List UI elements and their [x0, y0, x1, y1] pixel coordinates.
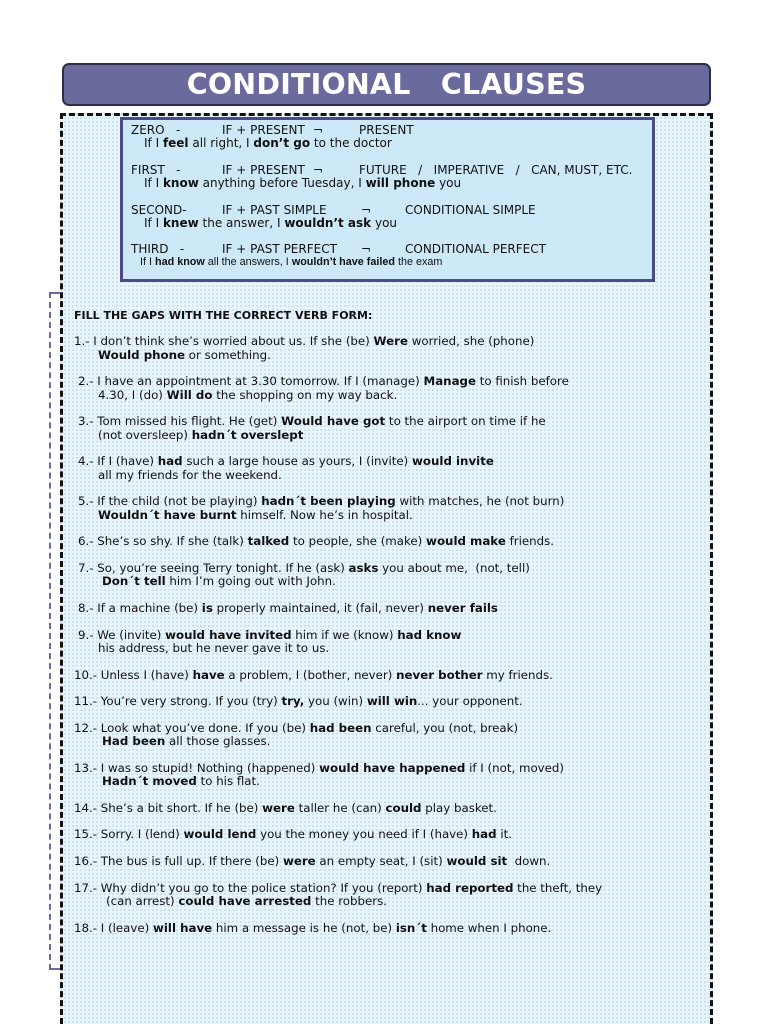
- sentence-text: the theft, they: [513, 880, 603, 895]
- sentence-text: play basket.: [421, 800, 497, 815]
- exercise-item: [0, 922, 602, 935]
- exercise-list: [0, 335, 602, 948]
- answer-text: never fails: [427, 600, 498, 615]
- sentence-text: friends.: [505, 534, 554, 549]
- exercise-continuation: [0, 349, 602, 362]
- sentence-text: if I (not, moved): [465, 760, 564, 775]
- example-verb: know: [162, 176, 199, 190]
- example-text: If I: [144, 216, 163, 230]
- sentence-text: all my friends for the weekend.: [98, 467, 282, 482]
- answer-text: talked: [247, 534, 290, 549]
- answer-text: would sit: [446, 854, 508, 869]
- exercise-sentence: [0, 335, 602, 348]
- answer-text: asks: [348, 560, 379, 575]
- exercise-sentence: [0, 882, 602, 895]
- example-verb: will phone: [365, 176, 436, 190]
- sentence-text: 9.- We (invite): [78, 627, 166, 642]
- sentence-text: him a message is he (not, be): [212, 920, 396, 935]
- answer-text: had been: [309, 720, 372, 735]
- sentence-text: 4.- If I (have): [78, 454, 158, 469]
- exercise-item: [0, 669, 602, 682]
- sentence-text: down.: [507, 854, 551, 869]
- answer-text: could: [385, 800, 422, 815]
- sentence-text: properly maintained, it (fail, never): [212, 600, 428, 615]
- sentence-text: 17.- Why didn’t you go to the police station? If you (report): [74, 880, 427, 895]
- exercise-sentence: [0, 722, 602, 735]
- exercise-continuation: [0, 775, 602, 788]
- example-text: anything before Tuesday, I: [198, 176, 366, 190]
- arrow-symbol: ¬: [313, 163, 324, 177]
- sentence-text: 14.- She’s a bit short. If he (be): [74, 800, 263, 815]
- exercise-sentence: [0, 802, 602, 815]
- exercise-sentence: [0, 629, 602, 642]
- example-text: the exam: [395, 256, 443, 268]
- exercise-heading: FILL THE GAPS WITH THE CORRECT VERB FORM:: [74, 309, 373, 322]
- answer-text: hadn´t been playing: [261, 494, 396, 509]
- title-banner: [62, 63, 711, 106]
- sentence-text: all those glasses.: [165, 734, 271, 749]
- exercise-continuation: [0, 735, 602, 748]
- exercise-item: [0, 562, 602, 589]
- exercise-continuation: [0, 895, 602, 908]
- exercise-sentence: [0, 602, 602, 615]
- answer-text: Hadn´t moved: [102, 774, 197, 789]
- sentence-text: 15.- Sorry. I (lend): [74, 827, 184, 842]
- answer-text: Manage: [423, 374, 476, 389]
- exercise-item: [0, 802, 602, 815]
- sentence-text: to finish before: [476, 374, 569, 389]
- sentence-text: to his flat.: [196, 774, 260, 789]
- answer-text: had reported: [426, 880, 514, 895]
- sentence-text: 13.- I was so stupid! Nothing (happened): [74, 760, 320, 775]
- answer-text: would lend: [183, 827, 257, 842]
- sentence-text: a problem, I (bother, never): [224, 667, 397, 682]
- sentence-text: the shopping on my way back.: [212, 387, 398, 402]
- conditional-type-label: THIRD -: [131, 242, 185, 256]
- exercise-item: [0, 602, 602, 615]
- example-text: all right, I: [188, 136, 254, 150]
- conditional-type-label: ZERO -: [131, 123, 181, 137]
- exercise-sentence: [0, 669, 602, 682]
- sentence-text: with matches, he (not burn): [395, 494, 565, 509]
- answer-text: Would phone: [98, 347, 186, 362]
- example-verb: feel: [162, 136, 189, 150]
- sentence-text: an empty seat, I (sit): [315, 854, 447, 869]
- exercise-sentence: [0, 828, 602, 841]
- answer-text: have: [192, 667, 225, 682]
- arrow-symbol: ¬: [361, 242, 372, 256]
- sentence-text: 3.- Tom missed his flight. He (get): [78, 414, 282, 429]
- answer-text: Wouldn´t have burnt: [98, 507, 237, 522]
- sentence-text: his address, but he never gave it to us.: [98, 640, 330, 655]
- exercise-item: [0, 762, 602, 789]
- exercise-sentence: [0, 495, 602, 508]
- exercise-sentence: [0, 415, 602, 428]
- sentence-text: 2.- I have an appointment at 3.30 tomorrow. If I (manage): [78, 374, 424, 389]
- example-verb: wouldn’t ask: [284, 216, 372, 230]
- example-sentence: [144, 216, 397, 230]
- example-text: you: [435, 176, 462, 190]
- answer-text: were: [262, 800, 295, 815]
- example-text: If I: [140, 256, 155, 268]
- example-text: the answer, I: [198, 216, 285, 230]
- conditional-row-second: [123, 203, 652, 231]
- example-text: to the doctor: [310, 136, 392, 150]
- exercise-item: [0, 535, 602, 548]
- example-verb: knew: [162, 216, 199, 230]
- sentence-text: you the money you need if I (have): [256, 827, 472, 842]
- example-verb: don’t go: [253, 136, 311, 150]
- answer-text: is: [201, 600, 213, 615]
- example-text: If I: [144, 176, 163, 190]
- exercise-item: [0, 335, 602, 362]
- answer-text: were: [282, 854, 316, 869]
- answer-text: isn´t: [395, 920, 427, 935]
- result-formula: FUTURE / IMPERATIVE / CAN, MUST, ETC.: [359, 163, 633, 177]
- conditional-type-label: SECOND-: [131, 203, 187, 217]
- exercise-continuation: [0, 389, 602, 402]
- sentence-text: my friends.: [482, 667, 553, 682]
- answer-text: try,: [281, 694, 305, 709]
- answer-text: would have invited: [165, 627, 292, 642]
- result-formula: CONDITIONAL PERFECT: [405, 242, 546, 256]
- example-verb: had know: [155, 256, 205, 268]
- sentence-text: you about me, (not, tell): [378, 560, 530, 575]
- sentence-text: 18.- I (leave): [74, 920, 153, 935]
- page-title: CONDITIONAL CLAUSES: [186, 67, 587, 101]
- exercise-sentence: [0, 375, 602, 388]
- answer-text: Were: [373, 334, 408, 349]
- exercise-sentence: [0, 922, 602, 935]
- sentence-text: it.: [496, 827, 512, 842]
- sentence-text: the robbers.: [311, 894, 387, 909]
- grammar-summary-box: [120, 117, 655, 282]
- answer-text: will win: [366, 694, 418, 709]
- conditional-row-third: [123, 242, 652, 270]
- sentence-text: 1.- I don’t think she’s worried about us. If she (be): [74, 334, 374, 349]
- sentence-text: careful, you (not, break): [371, 720, 519, 735]
- arrow-symbol: ¬: [313, 123, 324, 137]
- sentence-text: you (win): [304, 694, 367, 709]
- exercise-item: [0, 495, 602, 522]
- sentence-text: to the airport on time if he: [385, 414, 546, 429]
- sentence-text: 5.- If the child (not be playing): [78, 494, 262, 509]
- sentence-text: 16.- The bus is full up. If there (be): [74, 854, 283, 869]
- answer-text: hadn´t overslept: [191, 427, 304, 442]
- example-text: If I: [144, 136, 163, 150]
- result-formula: PRESENT: [359, 123, 414, 137]
- exercise-sentence: [0, 455, 602, 468]
- exercise-continuation: [0, 469, 602, 482]
- answer-text: had know: [397, 627, 462, 642]
- answer-text: Will do: [166, 387, 213, 402]
- exercise-item: [0, 629, 602, 656]
- sentence-text: 7.- So, you’re seeing Terry tonight. If he (ask): [78, 560, 349, 575]
- conditional-type-label: FIRST -: [131, 163, 181, 177]
- exercise-sentence: [0, 695, 602, 708]
- sentence-text: 10.- Unless I (have): [74, 667, 193, 682]
- answer-text: will have: [152, 920, 213, 935]
- exercise-item: [0, 855, 602, 868]
- exercise-item: [0, 415, 602, 442]
- condition-formula: IF + PAST PERFECT: [222, 242, 337, 256]
- sentence-text: 4.30, I (do): [98, 387, 167, 402]
- sentence-text: (can arrest): [106, 894, 179, 909]
- sentence-text: taller he (can): [294, 800, 386, 815]
- conditional-row-zero: [123, 123, 652, 151]
- answer-text: had: [471, 827, 497, 842]
- exercise-item: [0, 375, 602, 402]
- exercise-sentence: [0, 855, 602, 868]
- answer-text: would invite: [412, 454, 494, 469]
- condition-formula: IF + PAST SIMPLE: [222, 203, 327, 217]
- example-sentence: [140, 255, 442, 269]
- exercise-sentence: [0, 535, 602, 548]
- sentence-text: (not oversleep): [98, 427, 192, 442]
- condition-formula: IF + PRESENT: [222, 123, 305, 137]
- sentence-text: 11.- You’re very strong. If you (try): [74, 694, 282, 709]
- answer-text: Would have got: [281, 414, 386, 429]
- sentence-text: him if we (know): [291, 627, 398, 642]
- exercise-sentence: [0, 762, 602, 775]
- example-text: all the answers, I: [204, 256, 292, 268]
- sentence-text: home when I phone.: [426, 920, 552, 935]
- sentence-text: 6.- She’s so shy. If she (talk): [78, 534, 248, 549]
- sentence-text: ... your opponent.: [417, 694, 523, 709]
- example-sentence: [144, 176, 461, 190]
- exercise-item: [0, 882, 602, 909]
- arrow-symbol: ¬: [361, 203, 372, 217]
- sentence-text: worried, she (phone): [407, 334, 535, 349]
- exercise-item: [0, 455, 602, 482]
- answer-text: would make: [426, 534, 506, 549]
- answer-text: Had been: [102, 734, 166, 749]
- answer-text: could have arrested: [178, 894, 312, 909]
- exercise-item: [0, 695, 602, 708]
- result-formula: CONDITIONAL SIMPLE: [405, 203, 536, 217]
- sentence-text: himself. Now he’s in hospital.: [236, 507, 413, 522]
- example-verb: wouldn’t have failed: [291, 256, 395, 268]
- condition-formula: IF + PRESENT: [222, 163, 305, 177]
- answer-text: had: [157, 454, 183, 469]
- exercise-continuation: [0, 429, 602, 442]
- sentence-text: 8.- If a machine (be): [78, 600, 202, 615]
- example-sentence: [144, 136, 392, 150]
- exercise-continuation: [0, 642, 602, 655]
- exercise-continuation: [0, 509, 602, 522]
- answer-text: Don´t tell: [102, 574, 166, 589]
- sentence-text: or something.: [185, 347, 271, 362]
- exercise-sentence: [0, 562, 602, 575]
- answer-text: never bother: [396, 667, 483, 682]
- exercise-item: [0, 828, 602, 841]
- example-text: you: [371, 216, 398, 230]
- sentence-text: him I’m going out with John.: [165, 574, 336, 589]
- sentence-text: to people, she (make): [289, 534, 427, 549]
- sentence-text: such a large house as yours, I (invite): [182, 454, 413, 469]
- sentence-text: 12.- Look what you’ve done. If you (be): [74, 720, 310, 735]
- exercise-item: [0, 722, 602, 749]
- conditional-row-first: [123, 163, 652, 191]
- exercise-continuation: [0, 575, 602, 588]
- answer-text: would have happened: [319, 760, 466, 775]
